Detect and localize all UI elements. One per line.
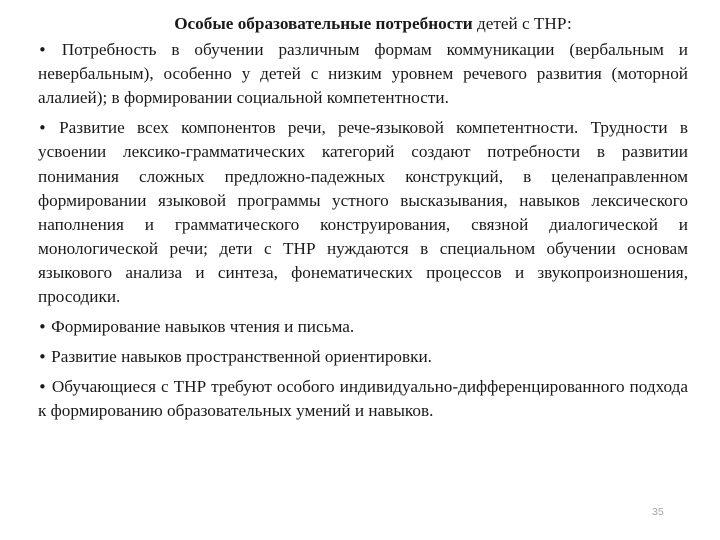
bullet-marker: • <box>38 119 47 138</box>
bullet-marker: • <box>38 318 47 337</box>
bullet-paragraph-reading-writing <box>38 315 688 339</box>
bullet-paragraph-individual-approach <box>38 375 688 423</box>
paragraph-text: Развитие навыков пространственной ориентировки. <box>46 347 432 367</box>
paragraph-text: Обучающиеся с ТНР требуют особого индивидуально-дифференцированного подхода к формированию образовательных умений и навыков. <box>38 377 688 421</box>
bullet-paragraph-spatial-orientation <box>38 345 688 369</box>
bullet-marker: • <box>38 348 47 367</box>
bullet-paragraph-communication <box>38 38 688 110</box>
paragraph-text: Развитие всех компонентов речи, рече-языковой компетентности. Трудности в усвоении лексико-грамматических категорий создают потребности в развитии понимания сложных предложно-падежных конструкций, в целенаправленном формировании языковой программы устного высказывания, навыков лексического наполнения и грамматического конструирования, связной диалогической и монологической речи; дети с ТНР нуждаются в специальном обучении основам языкового анализа и синтеза, фонематических процессов и звукопроизношения, просодики. <box>38 118 688 307</box>
bullet-marker: • <box>38 378 47 397</box>
bullet-marker: • <box>38 41 47 60</box>
slide-title <box>38 12 688 36</box>
page-number: 35 <box>652 506 664 518</box>
slide-title-bold: Особые образовательные потребности <box>174 14 473 33</box>
slide-content <box>38 12 688 424</box>
paragraph-text: Формирование навыков чтения и письма. <box>46 317 355 337</box>
slide-title-rest: детей с ТНР: <box>472 14 572 33</box>
bullet-paragraph-speech-development <box>38 116 688 309</box>
paragraph-text: Потребность в обучении различным формам коммуникации (вербальным и невербальным), особенно у детей с низким уровнем речевого развития (моторной алалией); в формировании социальной компетентности. <box>38 40 688 108</box>
